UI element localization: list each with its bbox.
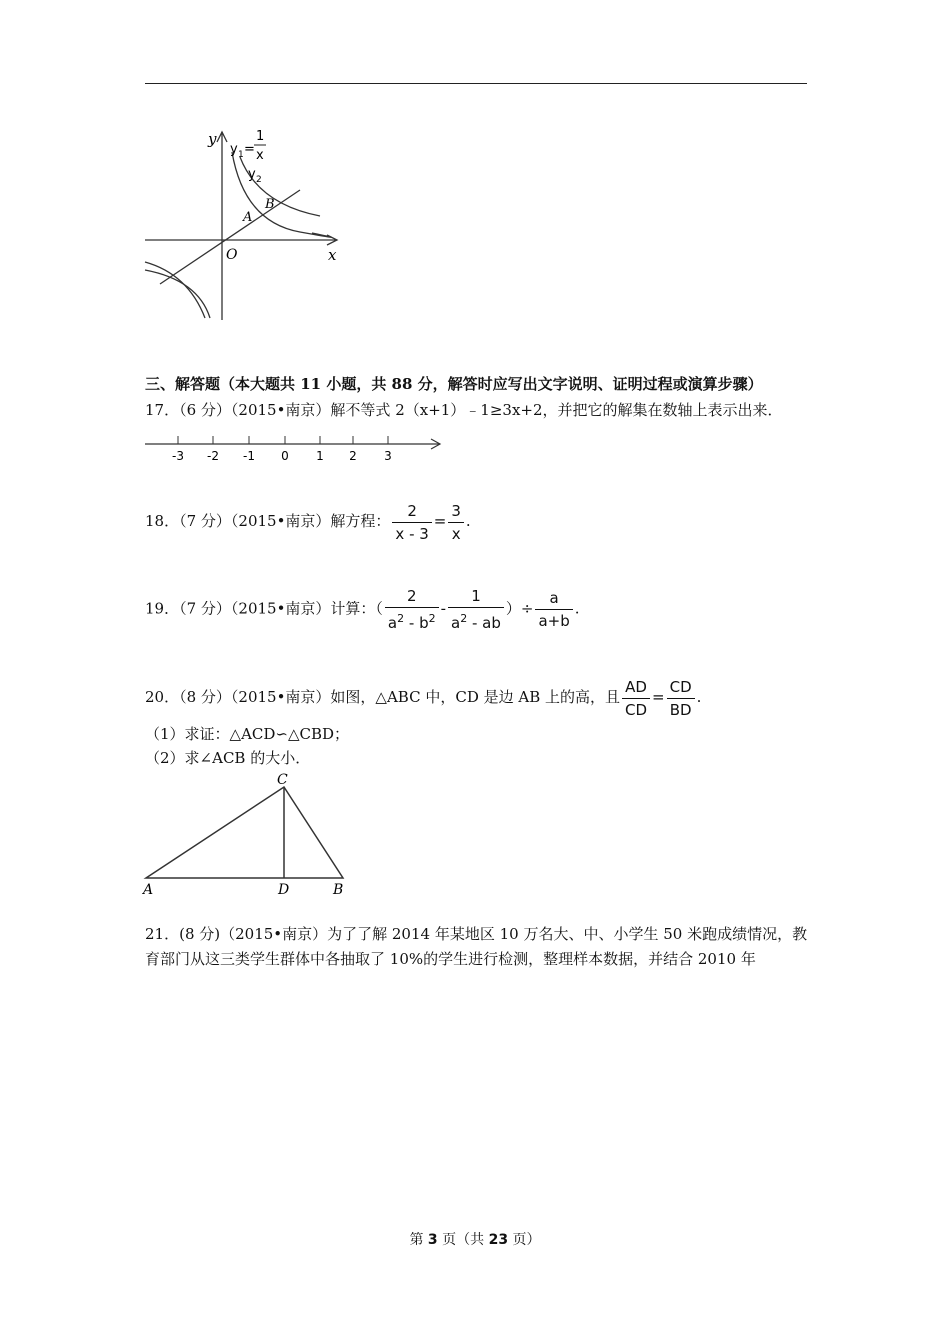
vertex-b-label: B bbox=[333, 882, 344, 898]
origin-label: O bbox=[226, 247, 238, 263]
point-b-label: B bbox=[265, 197, 275, 212]
y2-subscript: 2 bbox=[256, 175, 262, 185]
question-21-line-2: 育部门从这三类学生群体中各抽取了 10%的学生进行检测，整理样本数据，并结合 2010 年 bbox=[145, 950, 756, 968]
question-21-line-1: 21．(8 分)（2015•南京）为了了解 2014 年某地区 10 万名大、中、小学生 50 米跑成绩情况，教 bbox=[145, 925, 808, 943]
y1-label: y bbox=[230, 142, 238, 157]
question-20: 20．（8 分）（2015•南京）如图，△ABC 中，CD 是边 AB 上的高，且 $\frac{AD}{CD}$ = $\frac{CD}{BD}$ . bbox=[145, 677, 702, 719]
y2-curve-neg bbox=[145, 262, 205, 318]
question-19: 19．（7 分）（2015•南京）计算：（ $\frac{2}{a^2 - b^2}$ - $\frac{1}{a^2 - ab}$ ）÷ $\frac{a}{a+b}$ . bbox=[145, 587, 580, 632]
y1-denominator: x bbox=[256, 148, 264, 163]
q19-prefix: 19．（7 分）（2015•南京）计算：（ bbox=[145, 599, 383, 618]
section-heading: 三、解答题（本大题共 11 小题，共 88 分，解答时应写出文字说明、证明过程或演算步骤） bbox=[145, 375, 763, 393]
question-20-part-1: （1）求证：△ACD∽△CBD； bbox=[145, 725, 350, 743]
tick-label: -3 bbox=[172, 449, 184, 463]
function-graph-figure bbox=[140, 122, 350, 327]
tick-label: 1 bbox=[316, 449, 324, 463]
q19-fraction-1: $\frac{2}{a^2 - b^2}$ bbox=[385, 587, 439, 632]
y2-label: y bbox=[248, 167, 256, 182]
y1-numerator: 1 bbox=[256, 129, 265, 144]
q19-fraction-3: $\frac{a}{a+b}$ bbox=[535, 589, 572, 630]
tick-label: -2 bbox=[207, 449, 219, 463]
question-20-part-2: （2）求∠ACB 的大小． bbox=[145, 749, 311, 767]
q20-prefix: 20．（8 分）（2015•南京）如图，△ABC 中，CD 是边 AB 上的高，且 bbox=[145, 688, 620, 706]
y1-subscript: 1 bbox=[238, 150, 244, 160]
tick-label: 2 bbox=[349, 449, 357, 463]
line-through-origin bbox=[160, 190, 300, 284]
page-footer: 第 3 页（共 23 页） bbox=[409, 1232, 541, 1248]
q20-left-fraction: $\frac{AD}{CD}$ bbox=[622, 678, 650, 719]
q19-fraction-2: $\frac{1}{a^2 - ab}$ bbox=[448, 587, 504, 632]
tick-label: 0 bbox=[281, 449, 289, 463]
y-axis-label: y bbox=[208, 130, 217, 148]
question-17: 17．（6 分）（2015•南京）解不等式 2（x+1）﹣1≥3x+2，并把它的解集在数轴上表示出来． bbox=[145, 401, 783, 419]
q18-left-fraction: $\frac{2}{x - 3}$ bbox=[392, 502, 431, 543]
tick-label: 3 bbox=[384, 449, 392, 463]
q20-right-fraction: $\frac{CD}{BD}$ bbox=[667, 678, 695, 719]
question-18: 18．（7 分）（2015•南京）解方程： $\frac{2}{x - 3}$ = $\frac{3}{x}$ . bbox=[145, 501, 471, 543]
q18-prefix: 18．（7 分）（2015•南京）解方程： bbox=[145, 512, 391, 530]
y2-curve bbox=[240, 157, 320, 216]
y1-equals: = bbox=[244, 142, 255, 157]
vertex-c-label: C bbox=[277, 772, 288, 788]
point-d-label: D bbox=[278, 882, 290, 898]
q18-right-fraction: $\frac{3}{x}$ bbox=[448, 502, 464, 543]
x-axis-label: x bbox=[328, 246, 337, 264]
vertex-a-label: A bbox=[143, 882, 154, 898]
header-rule bbox=[145, 83, 807, 84]
number-line bbox=[140, 430, 450, 466]
triangle-abc bbox=[146, 787, 343, 878]
total-pages: 23 bbox=[488, 1232, 509, 1248]
triangle-figure bbox=[140, 768, 360, 898]
current-page: 3 bbox=[427, 1232, 438, 1248]
tick-label: -1 bbox=[243, 449, 255, 463]
point-a-label: A bbox=[243, 210, 253, 225]
y1-curve-neg bbox=[145, 270, 210, 318]
